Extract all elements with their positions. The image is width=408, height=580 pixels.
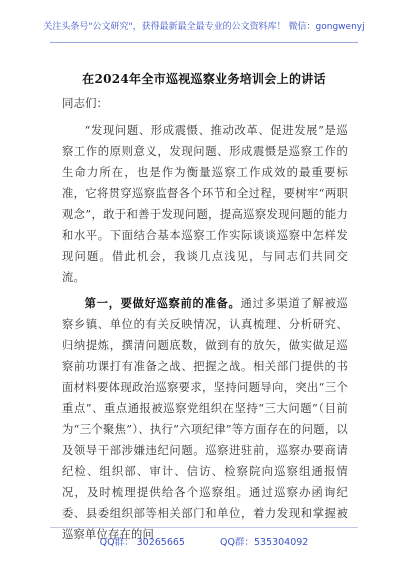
paragraph-1: “发现问题、形成震慑、推动改革、促进发展”是巡察工作的原则意义，发现问题、形成震慑是巡察工作的生命力所在，也是作为衡量巡察工作成效的最重要标准，它将贯穿巡察监督各个环节和全过程，要树牢“两职观念”，敢于和善于发现问题，提高巡察发现问题的能力和水平。下面结合基本巡察工作实际谈谈巡察中怎样发现问题。借此机会，我谈几点浅见，与同志们共同交流。: [62, 124, 348, 284]
footer-qq-2: QQ群：535304092: [220, 537, 309, 548]
paragraph-2-body: 通过多渠道了解被巡察乡镇、单位的有关反映情况，认真梳理、分析研究、归纳提炼，撰清问题底数，做到有的放矢，做实做足巡察前功课打有准备之战、把握之战。相关部门提供的书面材料要体现政治巡察要求，坚持问题导向，突出“三个重点”、重点通报被巡察党组织在坚持“三大问题”（目前为“三个聚焦”）、执行“六项纪律”等方面存在的问题，以及领导干部涉嫌违纪问题。巡察进驻前，巡察办要商请纪检、组织部、审计、信访、检察院向巡察组通报情况，及时梳理提供给各个巡察组。通过巡察办函询纪委、县委组织部等相关部门和单位，着力发现和掌握被巡察单位存在的问: [62, 297, 348, 541]
header-divider: [50, 42, 358, 43]
document-title: 在2024年全市巡视巡察业务培训会上的讲话: [82, 72, 326, 86]
promo-header: 关注头条号"公文研究"，获得最新最全最专业的公文资料库！ 微信：gongwenyj: [43, 22, 365, 32]
salutation: 同志们：: [62, 96, 108, 110]
document-body: [62, 120, 348, 545]
footer-qq-1: QQ群： 30265665: [99, 537, 185, 548]
footer-divider: [50, 527, 358, 528]
paragraph-2: [62, 293, 348, 545]
paragraph-2-lead: 第一，要做好巡察前的准备。: [84, 296, 241, 310]
footer: [0, 534, 408, 548]
